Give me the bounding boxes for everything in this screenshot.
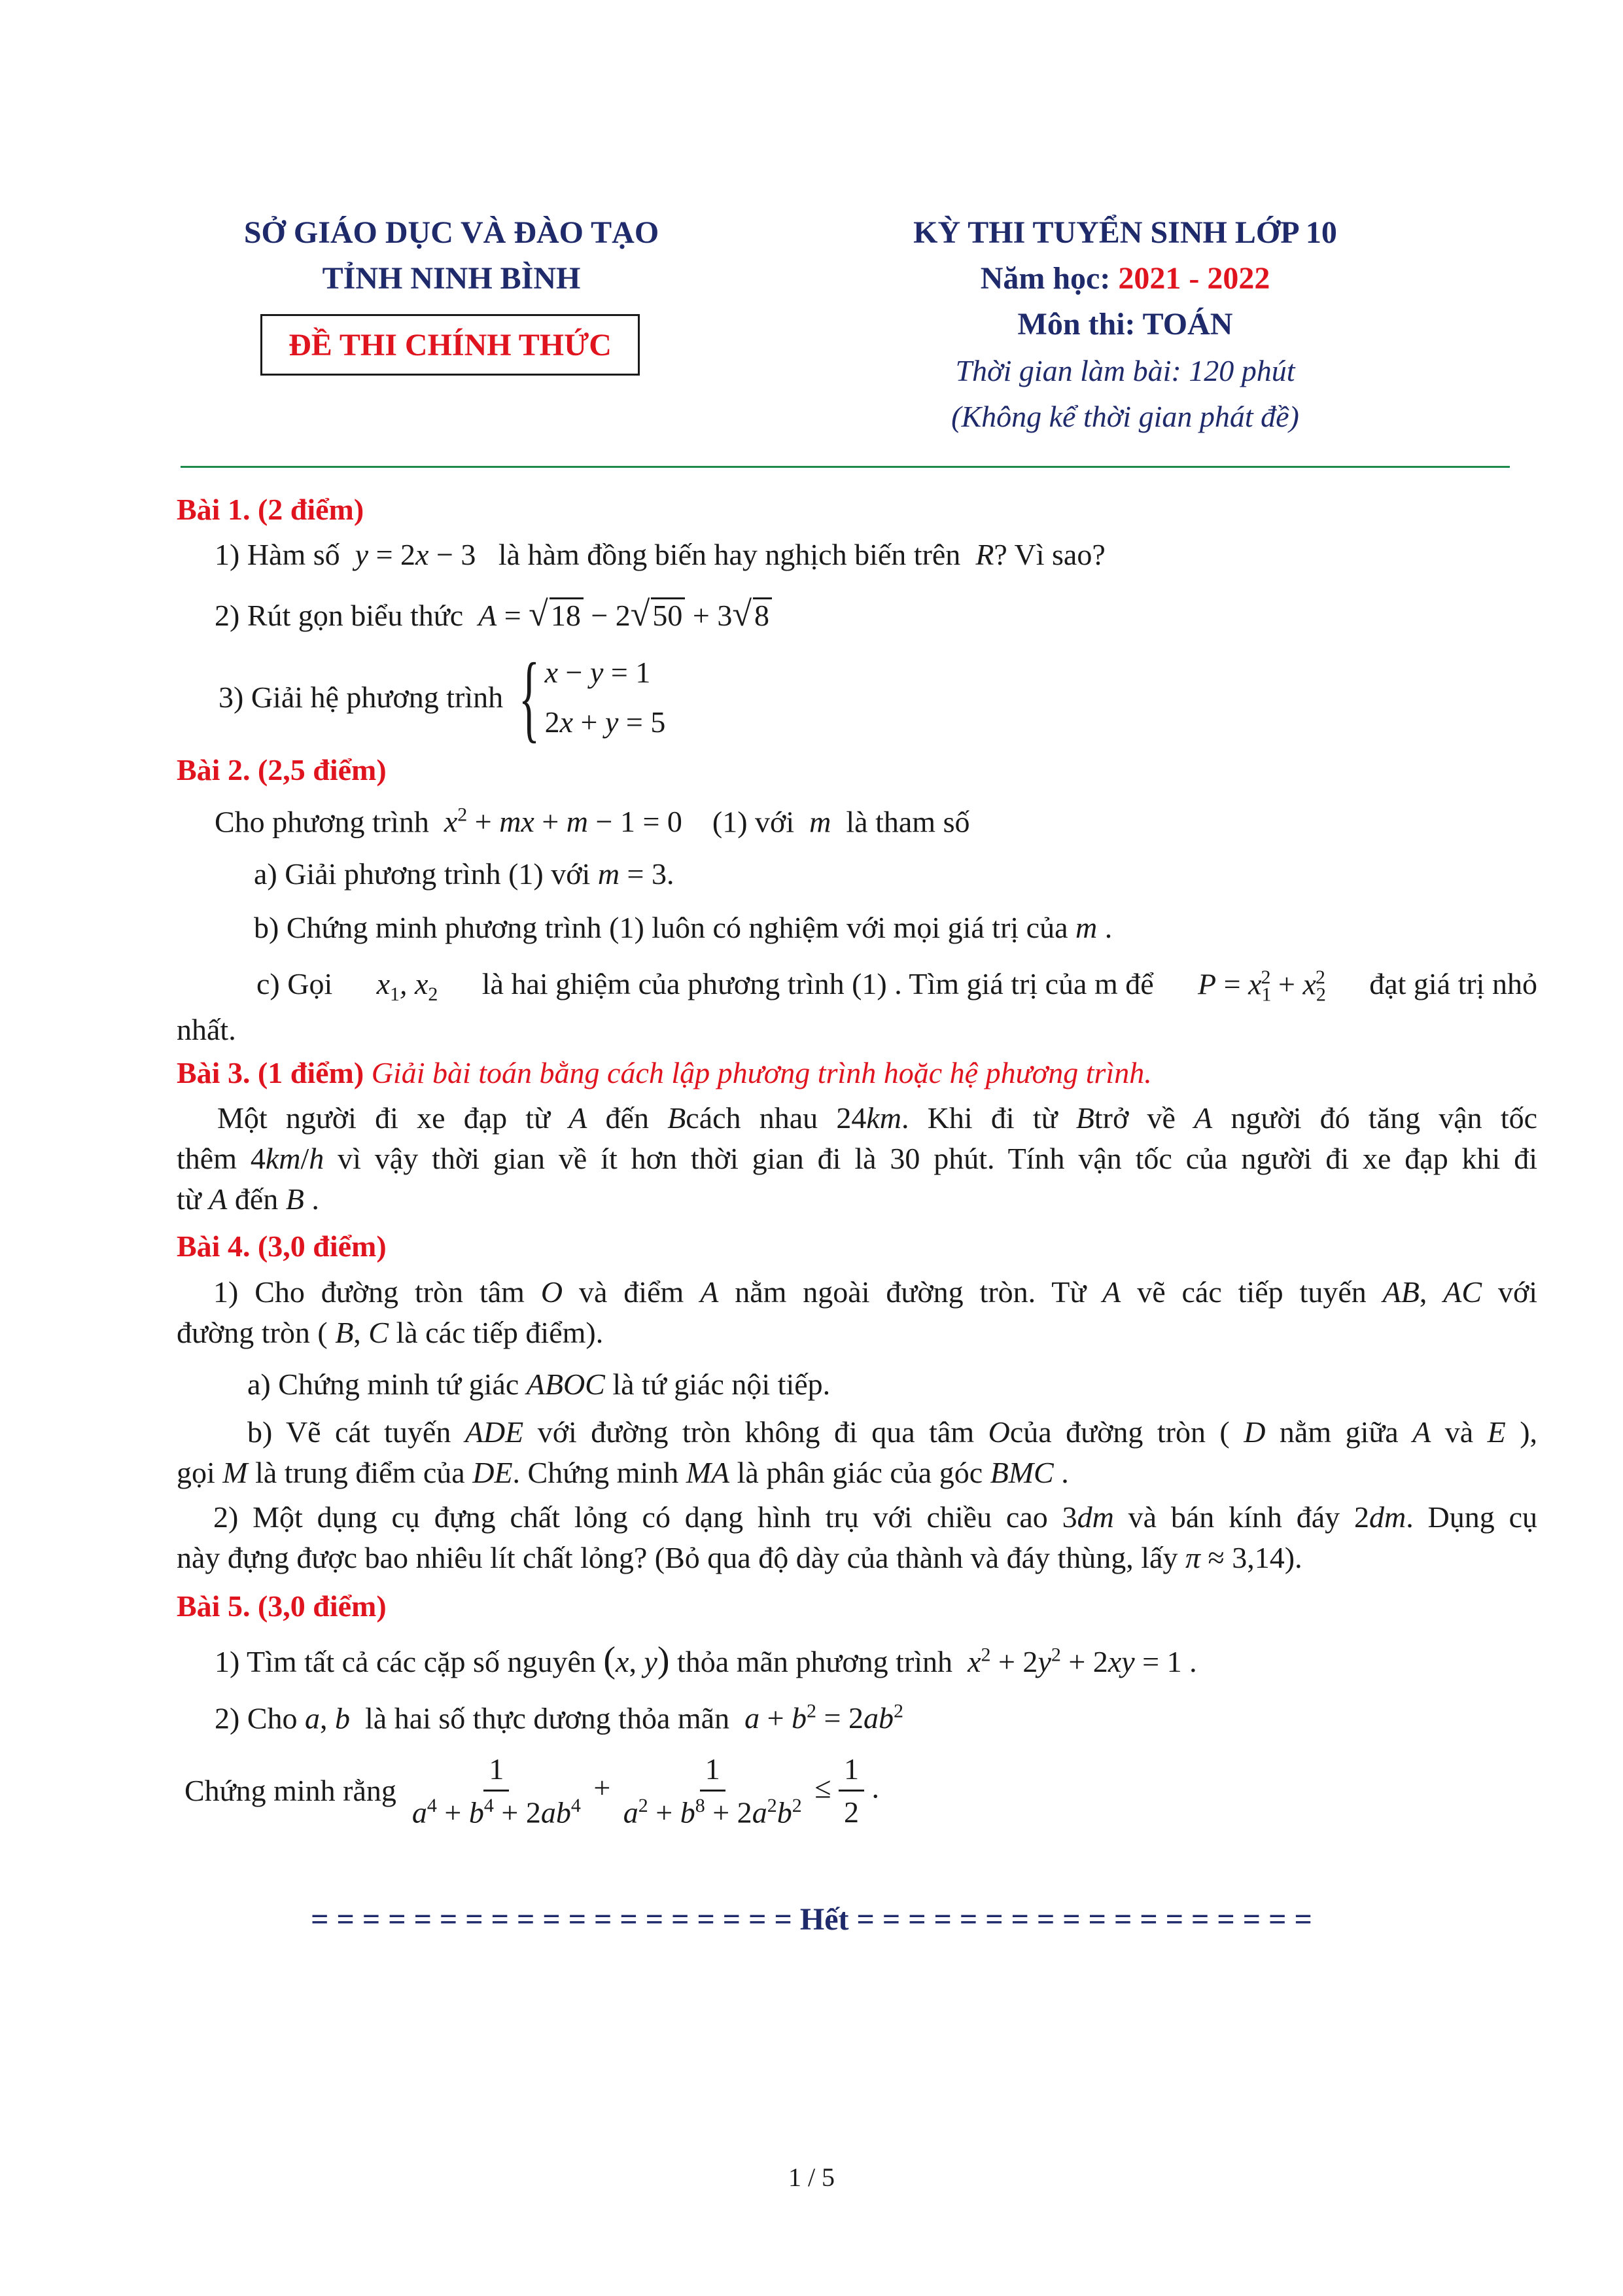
bai4-b4: nằm giữa	[1279, 1415, 1399, 1449]
bai1-q2-text: 2) Rút gọn biểu thức	[215, 599, 464, 632]
symbol-R: R	[968, 538, 994, 571]
bai1-q1-text: 1) Hàm số	[215, 538, 340, 571]
bai2-c3: đạt giá trị nhỏ	[1369, 967, 1537, 1000]
bai1-q1	[215, 537, 1106, 573]
bai1-q1-end: ? Vì sao?	[994, 538, 1106, 571]
bai4-b7: là trung điểm của	[255, 1456, 465, 1489]
end-right: = = = = = = = = = = = = = = = = = =	[856, 1902, 1312, 1937]
bai4-p2b: và bán kính đáy	[1128, 1500, 1340, 1534]
bai2-intro-end: là tham số	[846, 805, 970, 839]
year-label: Năm học:	[980, 261, 1119, 296]
bai5-q2b: là hai số thực dương thỏa mãn	[365, 1701, 730, 1735]
bai2-title: Bài 2. (2,5 điểm)	[177, 753, 387, 786]
inequality: $\frac{1}{a^4 + b^4 + 2ab^4}$ + $\frac{1}{a^2 + b^8 + 2a^2b^2}$ ≤ $\frac{1}{2}$ .	[411, 1752, 879, 1829]
bai4-b6: gọi	[177, 1456, 215, 1489]
bai5-q1: 1) Tìm tất cả các cặp số nguyên (x, y) thỏa mãn phương trình $x^2 + 2y^2 + 2xy = 1$ .	[215, 1640, 1197, 1680]
province-name: TỈNH NINH BÌNH	[322, 261, 581, 296]
bai3-t8: vì vậy thời gian về ít hơn thời gian đi là 30 phút. Tính vận tốc của người đi xe đạp khi đi	[338, 1142, 1537, 1175]
bai4-p2: 2) Một dụng cụ đựng chất lỏng có dạng hình trụ với chiều cao 3dm và bán kính đáy 2dm. Dụng cụ này đựng được bao nhiêu lít chất lỏng? (Bỏ qua độ dày của thành và đáy thùng, lấy π ≈ 3,14).	[177, 1500, 1538, 1574]
bai4-b9: là phân giác của góc	[737, 1456, 983, 1489]
header-divider	[181, 466, 1510, 468]
bai4-p1c: nằm ngoài đường tròn. Từ	[735, 1275, 1087, 1309]
bai4-p2d: này đựng được bao nhiêu lít chất lỏng? (Bỏ qua độ dày của thành và đáy thùng, lấy	[177, 1541, 1178, 1574]
bai5-q2a: 2) Cho	[215, 1701, 298, 1735]
bai2-b: b) Chứng minh phương trình (1) luôn có nghiệm với mọi giá trị của m .	[254, 911, 1113, 944]
bai2-intro: Cho phương trình $x^2$ + mx + m − 1 = 0 (1) với m là tham số	[215, 804, 970, 839]
duration-note: (Không kể thời gian phát đề)	[951, 400, 1299, 433]
end-word: Hết	[799, 1902, 849, 1937]
bai3-t6: người đó tăng vận tốc	[1230, 1101, 1538, 1135]
bai3-t2: đến	[605, 1101, 649, 1135]
bai3-t4: . Khi đi từ	[901, 1101, 1058, 1135]
bai4-b2: với đường tròn không đi qua tâm	[537, 1415, 975, 1449]
bai3-t3: cách nhau	[686, 1101, 818, 1135]
bai2-c1: c) Gọi	[256, 967, 333, 1000]
system-of-equations: { x − y = 1 2x + y = 5	[518, 643, 666, 752]
bai4-p1b: và điểm	[578, 1275, 684, 1309]
bai5-q3-text: Chứng minh rằng	[184, 1774, 396, 1808]
bai4-title: Bài 4. (3,0 điểm)	[177, 1229, 387, 1263]
bai4-p1: 1) Cho đường tròn tâm O và điểm A nằm ngoài đường tròn. Từ A vẽ các tiếp tuyến AB, AC với đường tròn ( B, C là các tiếp điểm).	[177, 1275, 1538, 1349]
formula-y-2x-3: y = 2x − 3	[347, 538, 476, 571]
bai2-c2: là hai ghiệm của phương trình (1) . Tìm giá trị của m để	[481, 967, 1154, 1000]
exam-title: KỲ THI TUYỂN SINH LỚP 10	[913, 215, 1337, 250]
bai4-p2e: ).	[1284, 1541, 1302, 1574]
stamp-text: ĐỀ THI CHÍNH THỨC	[288, 327, 612, 362]
bai2-a-text: a) Giải phương trình (1) với	[254, 857, 591, 891]
bai4-p2a: 2) Một dụng cụ đựng chất lỏng có dạng hình trụ với chiều cao	[213, 1500, 1048, 1534]
bai5-q2: 2) Cho a, b là hai số thực dương thỏa mãn $a + b^2 = 2ab^2$	[215, 1701, 903, 1735]
bai4-p1e: với	[1497, 1275, 1538, 1309]
bai5-title: Bài 5. (3,0 điểm)	[177, 1589, 387, 1623]
end-marker	[0, 1901, 1623, 1937]
bai4-b5: và	[1444, 1415, 1474, 1449]
subject: Môn thi: TOÁN	[1017, 307, 1233, 342]
bai3-title: Bài 3. (1 điểm)	[177, 1056, 364, 1089]
bai1-q3-text: 3) Giải hệ phương trình	[218, 680, 504, 715]
bai5-q1a: 1) Tìm tất cả các cặp số nguyên	[215, 1645, 596, 1678]
bai5-q3	[184, 1751, 879, 1831]
exam-duration: Thời gian làm bài: 120 phút	[955, 354, 1295, 387]
bai2-a: a) Giải phương trình (1) với m = 3.	[254, 857, 674, 891]
bai4-a1: a) Chứng minh tứ giác	[247, 1368, 519, 1401]
bai1-title: Bài 1. (2 điểm)	[177, 493, 364, 526]
bai4-a2: là tứ giác nội tiếp.	[612, 1368, 831, 1401]
bai2-intro-text: Cho phương trình	[215, 805, 429, 839]
page-number: 1 / 5	[788, 2163, 835, 2192]
end-left: = = = = = = = = = = = = = = = = = = =	[311, 1902, 792, 1937]
bai2-intro-mid: (1) với	[712, 805, 795, 839]
bai4-p1d: vẽ các tiếp tuyến	[1137, 1275, 1367, 1309]
bai4-b1: b) Vẽ cát tuyến	[247, 1415, 451, 1449]
bai3-body: Một người đi xe đạp từ A đến Bcách nhau 24km. Khi đi từ Btrở về A người đó tăng vận tốc thêm 4km/h vì vậy thời gian về ít hơn thời gian đi là 30 phút. Tính vận tốc của người đi xe đạp khi đi từ A đến B .	[177, 1101, 1538, 1216]
equation-1: $x^2$ + mx + m − 1 = 0	[444, 804, 705, 839]
formula-A: A = √18 − 2√50 + 3√8	[471, 599, 772, 632]
school-year	[831, 260, 1420, 296]
bai1-q2	[215, 593, 772, 635]
bai3-subtitle: Giải bài toán bằng cách lập phương trình hoặc hệ phương trình.	[371, 1056, 1152, 1089]
official-exam-stamp	[260, 314, 640, 376]
bai4-p1g: là các tiếp điểm).	[396, 1316, 604, 1349]
bai4-a: a) Chứng minh tứ giác ABOC là tứ giác nội tiếp.	[247, 1368, 831, 1401]
bai4-b3: của đường tròn (	[1009, 1415, 1230, 1449]
bai1-q3	[218, 643, 666, 752]
bai4-b8: . Chứng minh	[512, 1456, 679, 1489]
bai1-q1-tail: là hàm đồng biến hay nghịch biến trên	[498, 538, 961, 571]
year-value: 2021 - 2022	[1118, 261, 1270, 296]
bai3-t5: trở về	[1094, 1101, 1176, 1135]
bai3-t7: thêm	[177, 1142, 237, 1175]
bai2-c: c) Gọi $x_1$, $x_2$ là hai ghiệm của phương trình (1) . Tìm giá trị của m để $P = x_1^2 + x_2^2$ đạt giá trị nhỏ	[256, 966, 1537, 1006]
bai4-p2c: . Dụng cụ	[1406, 1500, 1538, 1534]
bai3-t2b: đến	[234, 1182, 279, 1216]
bai2-c4: nhất.	[177, 1013, 236, 1046]
bai4-b: b) Vẽ cát tuyến ADE với đường tròn không đi qua tâm Ocủa đường tròn ( D nằm giữa A và E ), gọi M là trung điểm của DE. Chứng minh MA là phân giác của góc BMC .	[177, 1415, 1538, 1489]
bai5-q1b: thỏa mãn phương trình	[677, 1645, 953, 1678]
bai3-t1: Một người đi xe đạp từ	[217, 1101, 551, 1135]
bai2-b-text: b) Chứng minh phương trình (1) luôn có nghiệm với mọi giá trị của	[254, 911, 1068, 944]
bai4-p1f: đường tròn (	[177, 1316, 328, 1349]
department-name: SỞ GIÁO DỤC VÀ ĐÀO TẠO	[243, 215, 659, 250]
bai3-heading	[177, 1055, 1152, 1091]
bai3-t9: từ	[177, 1182, 201, 1216]
bai4-p1a: 1) Cho đường tròn tâm	[213, 1275, 525, 1309]
